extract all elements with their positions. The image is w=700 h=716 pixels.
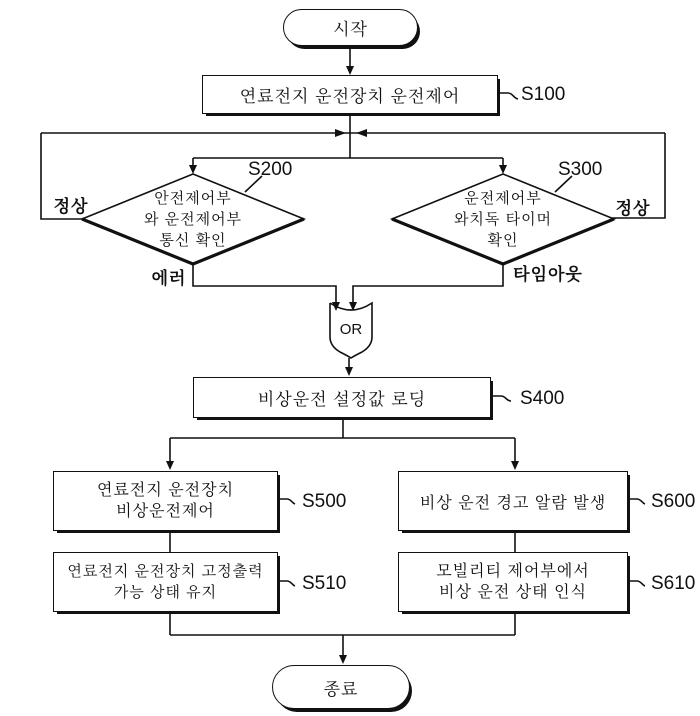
s510-text-line2: 가능 상태 유지 — [113, 584, 218, 601]
end-terminal — [272, 665, 410, 709]
step-tag-s500: S500 — [302, 491, 347, 512]
error-path — [193, 264, 336, 304]
s300-text-line3: 확인 — [487, 232, 519, 249]
branch-label-timeout: 타임아웃 — [513, 265, 583, 284]
branch-label-error: 에러 — [151, 269, 187, 288]
s300-text-line2: 와치독 타이머 — [453, 211, 553, 228]
arrowhead-down — [189, 165, 197, 174]
s200-text-line2: 와 운전제어부 — [143, 211, 243, 228]
timeout-path — [353, 264, 503, 304]
process-box-s510 — [53, 552, 278, 612]
s600-pointer-line — [628, 499, 645, 504]
s200-text-line3: 통신 확인 — [159, 232, 227, 249]
s300-text-line1: 운전제어부 — [464, 190, 542, 207]
decision-s300-text — [413, 188, 593, 251]
arrowhead-down — [499, 165, 507, 174]
decision-s200-text — [103, 188, 283, 251]
s610-text-line1: 모빌리티 제어부에서 — [436, 563, 590, 580]
process-box-s100 — [202, 75, 498, 114]
s600-text: 비상 운전 경고 알람 발생 — [419, 494, 607, 512]
step-tag-s200: S200 — [248, 159, 293, 180]
s510-text-line1: 연료전지 운전장치 고정출력 — [67, 563, 264, 580]
arrowhead-down — [511, 461, 519, 470]
step-tag-s510: S510 — [302, 573, 347, 594]
s510-pointer-line — [278, 581, 295, 586]
s100-pointer-line — [497, 93, 518, 99]
start-label: 시작 — [333, 20, 368, 39]
arrowhead-down — [345, 367, 353, 376]
arrowhead-down — [346, 66, 354, 75]
arrowhead-right — [335, 129, 346, 137]
arrowhead-left — [356, 129, 367, 137]
step-tag-s600: S600 — [651, 491, 696, 512]
branch-label-normal-left: 정상 — [53, 197, 89, 216]
s100-text: 연료전지 운전장치 운전제어 — [239, 87, 461, 106]
branch-label-normal-right: 정상 — [615, 199, 651, 218]
s400-pointer-line — [491, 396, 511, 401]
s500-pointer-line — [278, 499, 295, 504]
step-tag-s100: S100 — [521, 84, 566, 105]
s610-text-line2: 비상 운전 상태 인식 — [439, 584, 587, 601]
process-box-s600 — [398, 471, 628, 531]
step-tag-s300: S300 — [558, 159, 603, 180]
process-box-s500 — [53, 471, 278, 531]
start-terminal — [283, 9, 418, 46]
s400-text: 비상운전 설정값 로딩 — [257, 390, 427, 409]
process-box-s610 — [398, 552, 628, 612]
step-tag-s610: S610 — [651, 573, 696, 594]
arrowhead-down — [339, 655, 347, 664]
s610-pointer-line — [628, 581, 645, 586]
end-label: 종료 — [323, 679, 359, 699]
step-tag-s400: S400 — [520, 388, 565, 409]
or-label: OR — [339, 321, 363, 338]
s500-text-line1: 연료전지 운전장치 — [96, 482, 235, 499]
arrowhead-down — [166, 461, 174, 470]
s200-text-line1: 안전제어부 — [154, 190, 232, 207]
process-box-s400 — [193, 377, 491, 418]
s500-text-line2: 비상운전제어 — [116, 503, 215, 520]
